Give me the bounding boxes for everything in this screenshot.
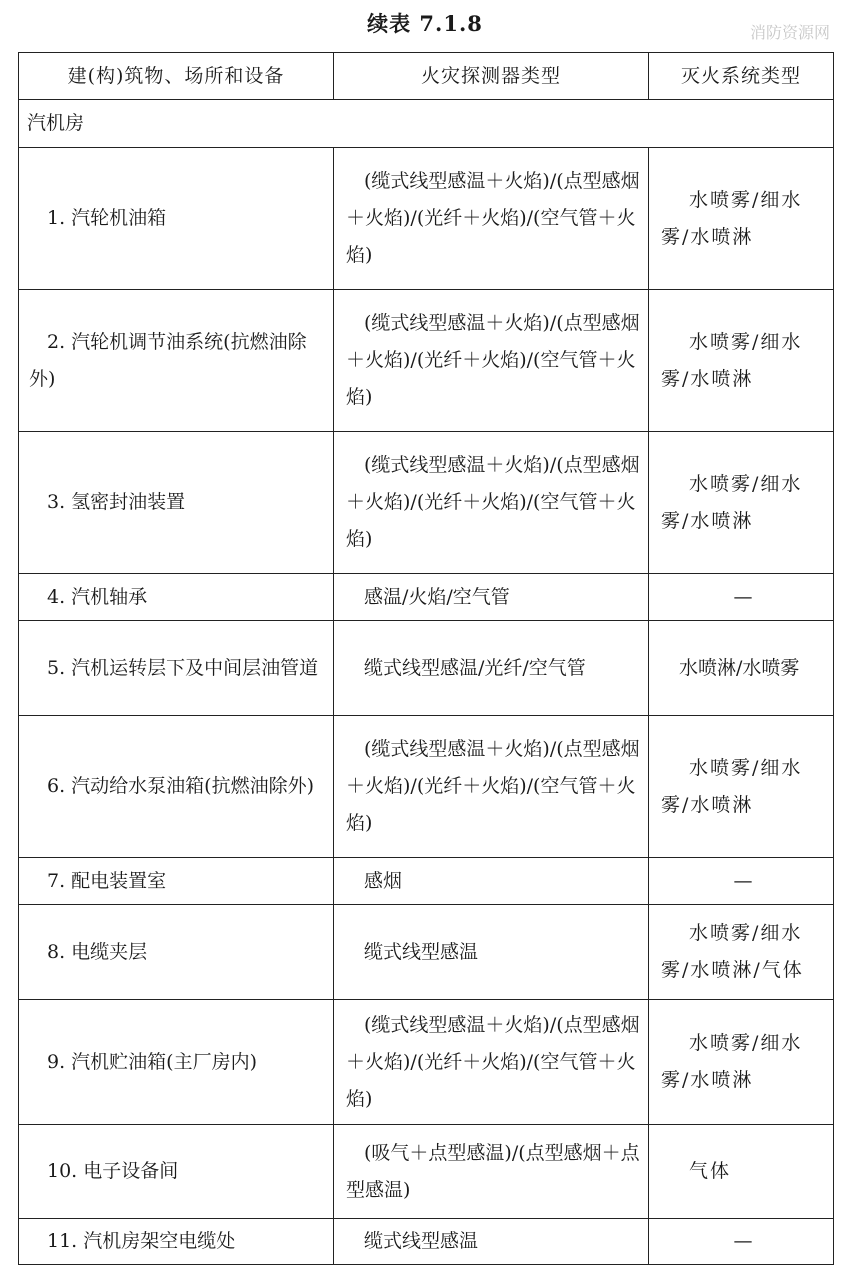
- place-cell: 11. 汽机房架空电缆处: [19, 1219, 334, 1265]
- table-row: [19, 1219, 834, 1265]
- section-row: [19, 100, 834, 148]
- system-cell: 水喷雾/细水雾/水喷淋: [649, 432, 834, 574]
- system-cell: 气体: [649, 1125, 834, 1219]
- header-detector: 火灾探测器类型: [334, 53, 649, 100]
- table-row: [19, 858, 834, 905]
- place-cell: 2. 汽轮机调节油系统(抗燃油除外): [19, 290, 334, 432]
- detector-cell: 缆式线型感温/光纤/空气管: [334, 621, 649, 716]
- detector-cell: (缆式线型感温＋火焰)/(点型感烟＋火焰)/(光纤＋火焰)/(空气管＋火焰): [334, 432, 649, 574]
- detector-cell: (吸气＋点型感温)/(点型感烟＋点型感温): [334, 1125, 649, 1219]
- system-cell: 水喷雾/细水雾/水喷淋: [649, 1000, 834, 1125]
- header-system: 灭火系统类型: [649, 53, 834, 100]
- watermark: 消防资源网: [749, 23, 830, 42]
- place-cell: 3. 氢密封油装置: [19, 432, 334, 574]
- place-cell: 1. 汽轮机油箱: [19, 148, 334, 290]
- system-cell: 水喷雾/细水雾/水喷淋: [649, 148, 834, 290]
- place-cell: 6. 汽动给水泵油箱(抗燃油除外): [19, 716, 334, 858]
- system-cell: 水喷雾/细水雾/水喷淋: [649, 716, 834, 858]
- section-label: 汽机房: [19, 100, 834, 148]
- system-cell: —: [649, 1219, 834, 1265]
- detector-cell: 感温/火焰/空气管: [334, 574, 649, 621]
- table-row: [19, 432, 834, 574]
- system-cell: —: [649, 574, 834, 621]
- place-cell: 5. 汽机运转层下及中间层油管道: [19, 621, 334, 716]
- table-row: [19, 574, 834, 621]
- place-cell: 7. 配电装置室: [19, 858, 334, 905]
- table-row: [19, 1000, 834, 1125]
- system-cell: 水喷雾/细水雾/水喷淋/气体: [649, 905, 834, 1000]
- table-row: [19, 716, 834, 858]
- detector-cell: (缆式线型感温＋火焰)/(点型感烟＋火焰)/(光纤＋火焰)/(空气管＋火焰): [334, 716, 649, 858]
- detector-cell: 缆式线型感温: [334, 905, 649, 1000]
- detector-cell: (缆式线型感温＋火焰)/(点型感烟＋火焰)/(光纤＋火焰)/(空气管＋火焰): [334, 1000, 649, 1125]
- place-cell: 8. 电缆夹层: [19, 905, 334, 1000]
- detector-cell: (缆式线型感温＋火焰)/(点型感烟＋火焰)/(光纤＋火焰)/(空气管＋火焰): [334, 148, 649, 290]
- table-title: 续表 7.1.8: [367, 11, 483, 36]
- table-row: [19, 1125, 834, 1219]
- place-cell: 10. 电子设备间: [19, 1125, 334, 1219]
- place-cell: 4. 汽机轴承: [19, 574, 334, 621]
- header-row: [19, 53, 834, 100]
- table-row: [19, 148, 834, 290]
- detector-cell: (缆式线型感温＋火焰)/(点型感烟＋火焰)/(光纤＋火焰)/(空气管＋火焰): [334, 290, 649, 432]
- table-row: [19, 621, 834, 716]
- place-cell: 9. 汽机贮油箱(主厂房内): [19, 1000, 334, 1125]
- fire-detection-table: [18, 52, 834, 1265]
- table-row: [19, 290, 834, 432]
- header-place: 建(构)筑物、场所和设备: [19, 53, 334, 100]
- table-row: [19, 905, 834, 1000]
- system-cell: 水喷淋/水喷雾: [649, 621, 834, 716]
- system-cell: 水喷雾/细水雾/水喷淋: [649, 290, 834, 432]
- detector-cell: 感烟: [334, 858, 649, 905]
- detector-cell: 缆式线型感温: [334, 1219, 649, 1265]
- system-cell: —: [649, 858, 834, 905]
